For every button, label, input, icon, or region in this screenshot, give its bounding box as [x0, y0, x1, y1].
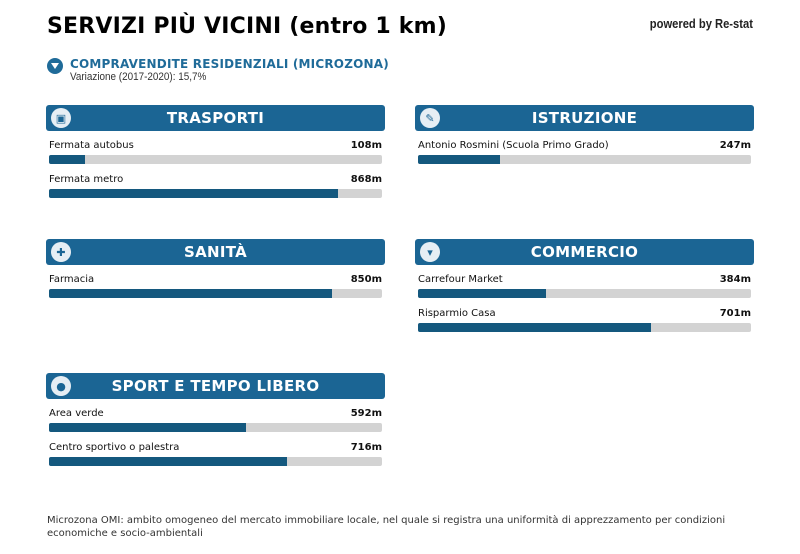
service-distance: 247m: [719, 140, 751, 151]
service-distance: 592m: [350, 408, 382, 419]
service-name: Farmacia: [49, 274, 95, 285]
cart-icon: ▾: [420, 242, 440, 262]
service-distance: 716m: [350, 442, 382, 453]
distance-bar-fill: [418, 323, 651, 332]
sales-variation: Variazione (2017-2020): 15,7%: [70, 71, 207, 83]
section-header: [415, 239, 754, 265]
distance-bar: [49, 155, 382, 164]
section-istruzione: [415, 105, 754, 165]
school-icon: ✎: [420, 108, 440, 128]
distance-bar: [418, 155, 751, 164]
section-header: [46, 239, 385, 265]
service-item: [49, 139, 382, 165]
section-sport: [46, 373, 385, 467]
service-distance: 384m: [719, 274, 751, 285]
sales-subheading: COMPRAVENDITE RESIDENZIALI (MICROZONA): [70, 57, 389, 71]
distance-bar-fill: [49, 155, 85, 164]
service-name: Fermata autobus: [49, 140, 134, 151]
distance-bar: [418, 289, 751, 298]
section-title: COMMERCIO: [530, 243, 639, 261]
section-header: [46, 105, 385, 131]
service-distance: 701m: [719, 308, 751, 319]
footnote: Microzona OMI: ambito omogeneo del mercato immobiliare locale, nel quale si registra una uniformità di apprezzamento per condizioni economiche e socio-ambientali: [47, 515, 726, 539]
distance-bar-fill: [49, 457, 287, 466]
distance-bar: [49, 189, 382, 198]
service-item: [49, 441, 382, 467]
service-name: Fermata metro: [49, 174, 124, 185]
service-item: [418, 139, 751, 165]
service-name: Carrefour Market: [418, 274, 503, 285]
section-trasporti: [46, 105, 385, 199]
service-item: [418, 307, 751, 333]
bus-icon: ▣: [51, 108, 71, 128]
service-item: [49, 173, 382, 199]
powered-by-label: powered by Re-stat: [649, 16, 753, 31]
section-title: ISTRUZIONE: [531, 109, 638, 127]
section-header: [46, 373, 385, 399]
pharmacy-icon: ✚: [51, 242, 71, 262]
service-distance: 868m: [350, 174, 382, 185]
service-item: [418, 273, 751, 299]
section-sanita: [46, 239, 385, 299]
section-header: [415, 105, 754, 131]
distance-bar: [418, 323, 751, 332]
distance-bar: [49, 289, 382, 298]
section-title: SPORT E TEMPO LIBERO: [111, 377, 320, 395]
distance-bar: [49, 457, 382, 466]
distance-bar-fill: [418, 289, 546, 298]
chevron-down-icon: [47, 58, 63, 74]
service-distance: 108m: [350, 140, 382, 151]
service-name: Centro sportivo o palestra: [49, 442, 180, 453]
service-item: [49, 273, 382, 299]
service-distance: 850m: [350, 274, 382, 285]
service-name: Area verde: [49, 408, 104, 419]
distance-bar-fill: [49, 289, 332, 298]
section-title: TRASPORTI: [166, 109, 265, 127]
distance-bar-fill: [49, 189, 338, 198]
service-name: Antonio Rosmini (Scuola Primo Grado): [418, 140, 609, 151]
distance-bar-fill: [49, 423, 246, 432]
section-commercio: [415, 239, 754, 333]
distance-bar-fill: [418, 155, 500, 164]
tennis-ball-icon: ●: [51, 376, 71, 396]
distance-bar: [49, 423, 382, 432]
service-item: [49, 407, 382, 433]
page-title: SERVIZI PIÙ VICINI (entro 1 km): [47, 14, 448, 39]
service-name: Risparmio Casa: [418, 308, 496, 319]
section-title: SANITÀ: [183, 243, 248, 261]
